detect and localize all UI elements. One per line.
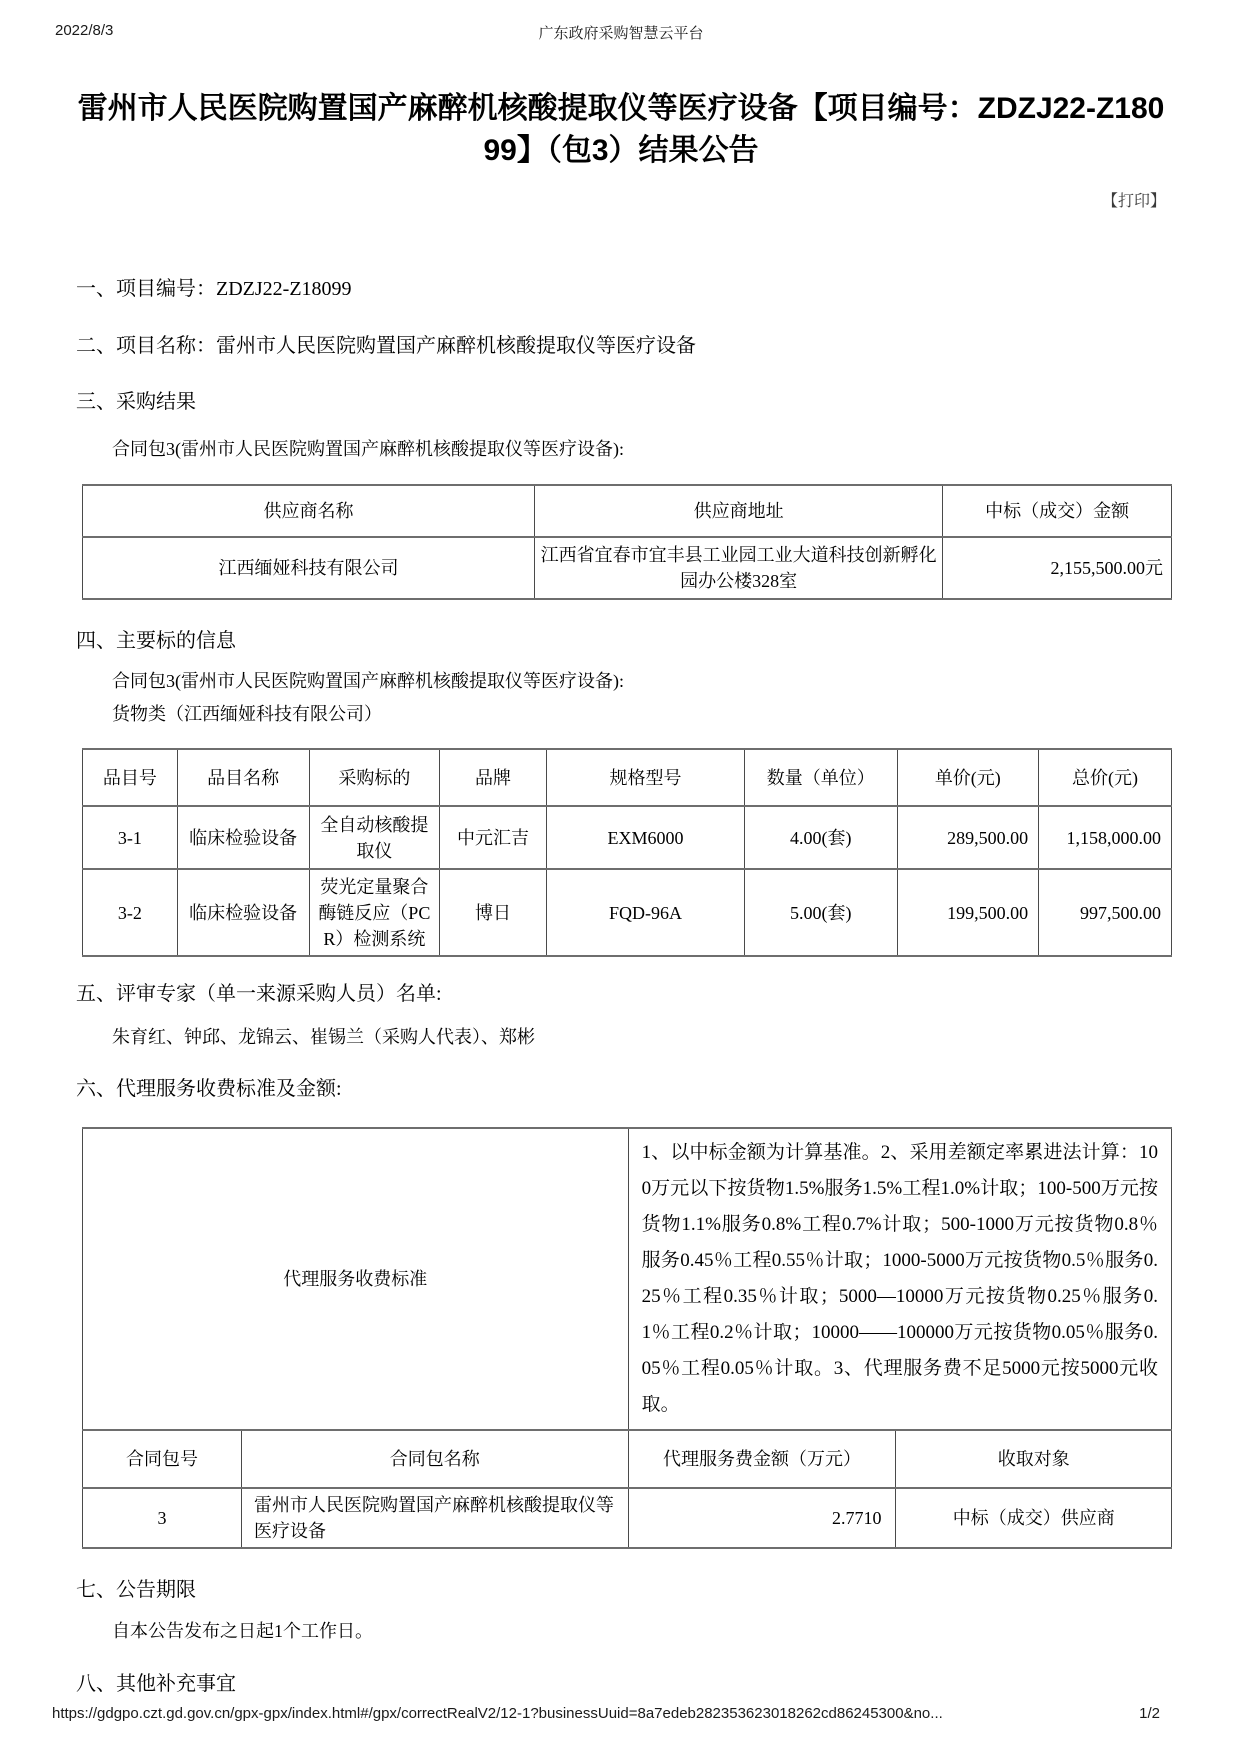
total-price-header: 总价(元): [1039, 749, 1172, 806]
unit-price: 289,500.00: [897, 806, 1039, 869]
agency-fee-table: [82, 1127, 1172, 1549]
quantity-header: 数量（单位）: [745, 749, 897, 806]
items-table: [82, 748, 1172, 957]
package-no-header: 合同包号: [83, 1430, 242, 1488]
model: FQD-96A: [546, 869, 744, 956]
fee-amount-header: 代理服务费金额（万元）: [628, 1430, 896, 1488]
section-heading-main-subject-info: 四、主要标的信息: [76, 630, 236, 652]
goods-category-line: 货物类（江西缅娅科技有限公司）: [112, 704, 382, 724]
brand: 博日: [440, 869, 547, 956]
fee-payer-header: 收取对象: [896, 1430, 1172, 1488]
page-number: 1/2: [1139, 1705, 1160, 1722]
contract-package-intro: 合同包3(雷州市人民医院购置国产麻醉机核酸提取仪等医疗设备):: [112, 439, 624, 459]
award-amount-header: 中标（成交）金额: [943, 485, 1172, 537]
site-name: 广东政府采购智慧云平台: [538, 25, 704, 42]
browser-print-footer: [52, 1705, 1160, 1722]
procurement-subject-header: 采购标的: [309, 749, 440, 806]
footer-url: https://gdgpo.czt.gd.gov.cn/gpx-gpx/index.html#/gpx/correctRealV2/12-1?businessUuid=8a7edeb282353623018262cd86245300&no...: [52, 1705, 943, 1722]
document-body: [0, 88, 1242, 1698]
supplier-address-header: 供应商地址: [534, 485, 942, 537]
table-header-row: [83, 485, 1172, 537]
contract-package-intro: 合同包3(雷州市人民医院购置国产麻醉机核酸提取仪等医疗设备):: [112, 671, 624, 691]
procurement-subject: 全自动核酸提取仪: [309, 806, 440, 869]
section-heading-project-number: 一、项目编号：ZDZJ22-Z18099: [76, 278, 352, 300]
table-row: [83, 869, 1172, 956]
total-price: 997,500.00: [1039, 869, 1172, 956]
model: EXM6000: [546, 806, 744, 869]
model-header: 规格型号: [546, 749, 744, 806]
brand-header: 品牌: [440, 749, 547, 806]
item-name: 临床检验设备: [177, 869, 309, 956]
unit-price: 199,500.00: [897, 869, 1039, 956]
expert-names: 朱育红、钟邱、龙锦云、崔锡兰（采购人代表）、郑彬: [112, 1027, 535, 1047]
section-heading-agency-fee: 六、代理服务收费标准及金额:: [76, 1078, 342, 1100]
award-amount: 2,155,500.00元: [943, 537, 1172, 599]
print-button[interactable]: 【打印】: [1101, 193, 1166, 210]
package-name-header: 合同包名称: [241, 1430, 628, 1488]
package-no: 3: [83, 1488, 242, 1548]
fee-standard-text: 1、以中标金额为计算基准。2、采用差额定率累进法计算：100万元以下按货物1.5%服务1.5%工程1.0%计取；100-500万元按货物1.1%服务0.8%工程0.7%计取；500-1000万元按货物0.8％服务0.45％工程0.55％计取；1000-5000万元按货物0.5％服务0.25％工程0.35％计取；5000—10000万元按货物0.25％服务0.1％工程0.2％计取；10000——100000万元按货物0.05％服务0.05％工程0.05％计取。3、代理服务费不足5000元按5000元收取。: [628, 1128, 1171, 1430]
total-price: 1,158,000.00: [1039, 806, 1172, 869]
item-no: 3-2: [83, 869, 178, 956]
fee-standard-row: [83, 1128, 1172, 1430]
supplier-name: 江西缅娅科技有限公司: [83, 537, 535, 599]
table-row: [83, 806, 1172, 869]
section-heading-announcement-period: 七、公告期限: [76, 1579, 196, 1601]
table-row: [83, 537, 1172, 599]
table-header-row: [83, 1430, 1172, 1488]
print-date: 2022/8/3: [55, 22, 114, 39]
quantity: 4.00(套): [745, 806, 897, 869]
item-name: 临床检验设备: [177, 806, 309, 869]
section-heading-procurement-result: 三、采购结果: [76, 391, 196, 413]
procurement-subject: 荧光定量聚合酶链反应（PCR）检测系统: [309, 869, 440, 956]
section-heading-other-matters: 八、其他补充事宜: [76, 1673, 236, 1695]
fee-amount: 2.7710: [628, 1488, 896, 1548]
supplier-address: 江西省宜春市宜丰县工业园工业大道科技创新孵化园办公楼328室: [534, 537, 942, 599]
announcement-period-text: 自本公告发布之日起1个工作日。: [112, 1621, 373, 1641]
fee-payer: 中标（成交）供应商: [896, 1488, 1172, 1548]
fee-standard-label: 代理服务收费标准: [83, 1128, 629, 1430]
table-header-row: [83, 749, 1172, 806]
table-row: [83, 1488, 1172, 1548]
supplier-name-header: 供应商名称: [83, 485, 535, 537]
unit-price-header: 单价(元): [897, 749, 1039, 806]
supplier-table: [82, 484, 1172, 600]
print-button-row: [76, 188, 1166, 211]
section-heading-review-experts: 五、评审专家（单一来源采购人员）名单:: [76, 983, 442, 1005]
package-name: 雷州市人民医院购置国产麻醉机核酸提取仪等医疗设备: [241, 1488, 628, 1548]
section-heading-project-name: 二、项目名称：雷州市人民医院购置国产麻醉机核酸提取仪等医疗设备: [76, 335, 696, 357]
browser-print-header: [0, 22, 1242, 42]
item-name-header: 品目名称: [177, 749, 309, 806]
item-no: 3-1: [83, 806, 178, 869]
item-no-header: 品目号: [83, 749, 178, 806]
brand: 中元汇吉: [440, 806, 547, 869]
page-title: 雷州市人民医院购置国产麻醉机核酸提取仪等医疗设备【项目编号：ZDZJ22-Z18099】（包3）结果公告: [77, 92, 1165, 167]
quantity: 5.00(套): [745, 869, 897, 956]
